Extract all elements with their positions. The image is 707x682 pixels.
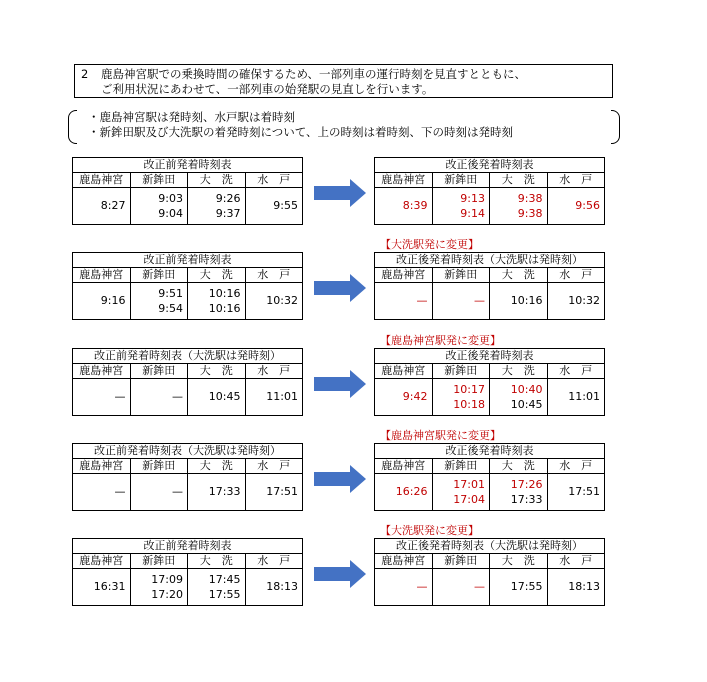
time-value: 9:16 <box>100 294 126 307</box>
station-header: 鹿島神宮 <box>375 364 433 379</box>
right-arrow-icon <box>314 274 366 302</box>
after-timetable <box>374 348 605 416</box>
time-value: 16:26 <box>395 485 428 498</box>
time-value: 17:20 <box>151 588 183 601</box>
time-value: 17:51 <box>568 485 600 498</box>
time-cell <box>375 188 433 225</box>
station-header: 大 洗 <box>188 173 246 188</box>
time-value: 17:45 <box>208 573 241 586</box>
time-cell <box>130 474 188 511</box>
time-value: 9:55 <box>273 199 298 212</box>
time-value: 17:55 <box>510 580 543 593</box>
station-header: 大 洗 <box>188 268 246 283</box>
time-value: 17:51 <box>266 485 298 498</box>
time-cell <box>547 188 605 225</box>
station-header: 大 洗 <box>490 268 548 283</box>
timetable-caption: 改正後発着時刻表（大洗駅は発時刻） <box>375 253 605 268</box>
time-cell <box>188 379 246 416</box>
timetable-caption: 改正後発着時刻表 <box>375 349 605 364</box>
station-header: 水 戸 <box>245 364 303 379</box>
time-value: 16:31 <box>93 580 126 593</box>
station-header: 鹿島神宮 <box>375 459 433 474</box>
time-value: 17:09 <box>151 573 183 586</box>
station-header: 大 洗 <box>188 554 246 569</box>
time-value: 10:32 <box>266 294 298 307</box>
time-value: 11:01 <box>568 390 600 403</box>
station-header: 鹿島神宮 <box>375 173 433 188</box>
time-cell <box>375 283 433 320</box>
notes-block <box>80 110 614 144</box>
right-bracket <box>611 110 620 144</box>
time-value: 10:18 <box>453 398 485 411</box>
time-value: 9:56 <box>575 199 600 212</box>
after-timetable <box>374 252 605 320</box>
station-header: 鹿島神宮 <box>73 364 131 379</box>
station-header: 水 戸 <box>547 268 605 283</box>
time-cell <box>245 569 303 606</box>
time-cell <box>432 474 490 511</box>
station-header: 新鉾田 <box>432 268 490 283</box>
station-header: 大 洗 <box>490 459 548 474</box>
time-value: 17:55 <box>208 588 241 601</box>
station-header: 鹿島神宮 <box>73 173 131 188</box>
before-timetable <box>72 443 303 511</box>
time-cell <box>188 569 246 606</box>
time-value: — <box>416 580 428 593</box>
time-value: 8:27 <box>100 199 126 212</box>
station-header: 新鉾田 <box>130 364 188 379</box>
station-header: 大 洗 <box>490 364 548 379</box>
right-arrow-icon <box>314 560 366 588</box>
time-cell <box>490 569 548 606</box>
time-value: 9:13 <box>460 192 485 205</box>
station-header: 水 戸 <box>245 173 303 188</box>
change-label: 【鹿島神宮駅発に変更】 <box>380 429 501 442</box>
right-arrow-icon <box>314 370 366 398</box>
time-value: 9:54 <box>158 302 183 315</box>
time-cell <box>130 379 188 416</box>
time-value: 9:42 <box>402 390 428 403</box>
station-header: 鹿島神宮 <box>375 268 433 283</box>
after-timetable <box>374 157 605 225</box>
station-header: 新鉾田 <box>130 268 188 283</box>
time-value: 10:45 <box>208 390 241 403</box>
station-header: 水 戸 <box>245 554 303 569</box>
time-value: — <box>172 485 183 498</box>
before-timetable <box>72 348 303 416</box>
section-number: 2 <box>81 67 89 81</box>
time-value: 9:14 <box>460 207 485 220</box>
station-header: 水 戸 <box>547 173 605 188</box>
station-header: 大 洗 <box>490 554 548 569</box>
time-value: 17:33 <box>208 485 241 498</box>
time-cell <box>245 283 303 320</box>
time-cell <box>432 188 490 225</box>
time-value: — <box>172 390 183 403</box>
timetable-caption: 改正前発着時刻表（大洗駅は発時刻） <box>73 444 303 459</box>
time-value: 10:45 <box>510 398 543 411</box>
station-header: 新鉾田 <box>432 364 490 379</box>
after-timetable <box>374 443 605 511</box>
intro-box <box>74 64 613 98</box>
right-arrow-icon <box>314 179 366 207</box>
time-value: 18:13 <box>266 580 298 593</box>
time-value: 18:13 <box>568 580 600 593</box>
change-label: 【大洗駅発に変更】 <box>380 524 479 537</box>
before-timetable <box>72 157 303 225</box>
time-value: 10:16 <box>208 287 241 300</box>
time-cell <box>432 379 490 416</box>
left-bracket <box>68 110 77 144</box>
station-header: 鹿島神宮 <box>73 554 131 569</box>
change-label: 【鹿島神宮駅発に変更】 <box>380 334 501 347</box>
note-line: ・鹿島神宮駅は発時刻、水戸駅は着時刻 <box>88 110 295 124</box>
time-value: 9:03 <box>158 192 183 205</box>
time-cell <box>375 379 433 416</box>
time-value: — <box>114 390 126 403</box>
station-header: 水 戸 <box>245 268 303 283</box>
time-cell <box>73 569 131 606</box>
time-cell <box>432 569 490 606</box>
time-cell <box>130 569 188 606</box>
time-value: 10:32 <box>568 294 600 307</box>
timetable-caption: 改正後発着時刻表 <box>375 158 605 173</box>
time-cell <box>490 283 548 320</box>
time-cell <box>73 188 131 225</box>
time-cell <box>490 188 548 225</box>
time-cell <box>245 188 303 225</box>
station-header: 大 洗 <box>490 173 548 188</box>
time-value: 17:33 <box>510 493 543 506</box>
time-value: 17:26 <box>510 478 543 491</box>
timetable-caption: 改正前発着時刻表 <box>73 253 303 268</box>
time-value: 10:16 <box>208 302 241 315</box>
time-cell <box>490 379 548 416</box>
time-value: — <box>474 580 485 593</box>
station-header: 大 洗 <box>188 364 246 379</box>
time-value: 9:26 <box>215 192 241 205</box>
timetable-caption: 改正前発着時刻表 <box>73 539 303 554</box>
station-header: 大 洗 <box>188 459 246 474</box>
change-label: 【大洗駅発に変更】 <box>380 238 479 251</box>
time-cell <box>73 379 131 416</box>
time-cell <box>130 283 188 320</box>
time-cell <box>547 569 605 606</box>
time-value: 10:17 <box>453 383 485 396</box>
timetable-caption: 改正後発着時刻表（大洗駅は発時刻） <box>375 539 605 554</box>
station-header: 水 戸 <box>547 459 605 474</box>
station-header: 新鉾田 <box>432 459 490 474</box>
time-value: — <box>114 485 126 498</box>
time-value: 11:01 <box>266 390 298 403</box>
station-header: 鹿島神宮 <box>73 459 131 474</box>
after-timetable <box>374 538 605 606</box>
timetable-caption: 改正前発着時刻表（大洗駅は発時刻） <box>73 349 303 364</box>
timetable-caption: 改正前発着時刻表 <box>73 158 303 173</box>
time-value: — <box>416 294 428 307</box>
intro-line-2: ご利用状況にあわせて、一部列車の始発駅の見直しを行います。 <box>101 82 434 96</box>
time-cell <box>245 379 303 416</box>
station-header: 鹿島神宮 <box>73 268 131 283</box>
time-cell <box>547 283 605 320</box>
time-cell <box>73 283 131 320</box>
station-header: 新鉾田 <box>432 173 490 188</box>
station-header: 新鉾田 <box>130 554 188 569</box>
time-cell <box>188 283 246 320</box>
station-header: 水 戸 <box>547 364 605 379</box>
station-header: 水 戸 <box>547 554 605 569</box>
station-header: 新鉾田 <box>432 554 490 569</box>
time-cell <box>188 188 246 225</box>
time-value: 17:01 <box>453 478 485 491</box>
right-arrow-icon <box>314 465 366 493</box>
station-header: 新鉾田 <box>130 459 188 474</box>
note-line: ・新鉾田駅及び大洗駅の着発時刻について、上の時刻は着時刻、下の時刻は発時刻 <box>88 125 514 139</box>
time-value: 17:04 <box>453 493 485 506</box>
time-value: 10:40 <box>510 383 543 396</box>
timetable-caption: 改正後発着時刻表 <box>375 444 605 459</box>
time-value: — <box>474 294 485 307</box>
before-timetable <box>72 252 303 320</box>
time-value: 8:39 <box>402 199 428 212</box>
time-cell <box>547 379 605 416</box>
time-cell <box>73 474 131 511</box>
time-cell <box>375 569 433 606</box>
time-value: 9:38 <box>517 207 543 220</box>
intro-line-1: 鹿島神宮駅での乗換時間の確保するため、一部列車の運行時刻を見直すとともに、 <box>101 67 527 81</box>
time-cell <box>130 188 188 225</box>
time-cell <box>547 474 605 511</box>
time-value: 9:37 <box>215 207 241 220</box>
time-cell <box>432 283 490 320</box>
time-cell <box>188 474 246 511</box>
station-header: 鹿島神宮 <box>375 554 433 569</box>
time-value: 9:51 <box>158 287 183 300</box>
time-cell <box>375 474 433 511</box>
time-value: 10:16 <box>510 294 543 307</box>
time-cell <box>245 474 303 511</box>
station-header: 新鉾田 <box>130 173 188 188</box>
station-header: 水 戸 <box>245 459 303 474</box>
time-value: 9:04 <box>158 207 183 220</box>
time-value: 9:38 <box>517 192 543 205</box>
before-timetable <box>72 538 303 606</box>
time-cell <box>490 474 548 511</box>
